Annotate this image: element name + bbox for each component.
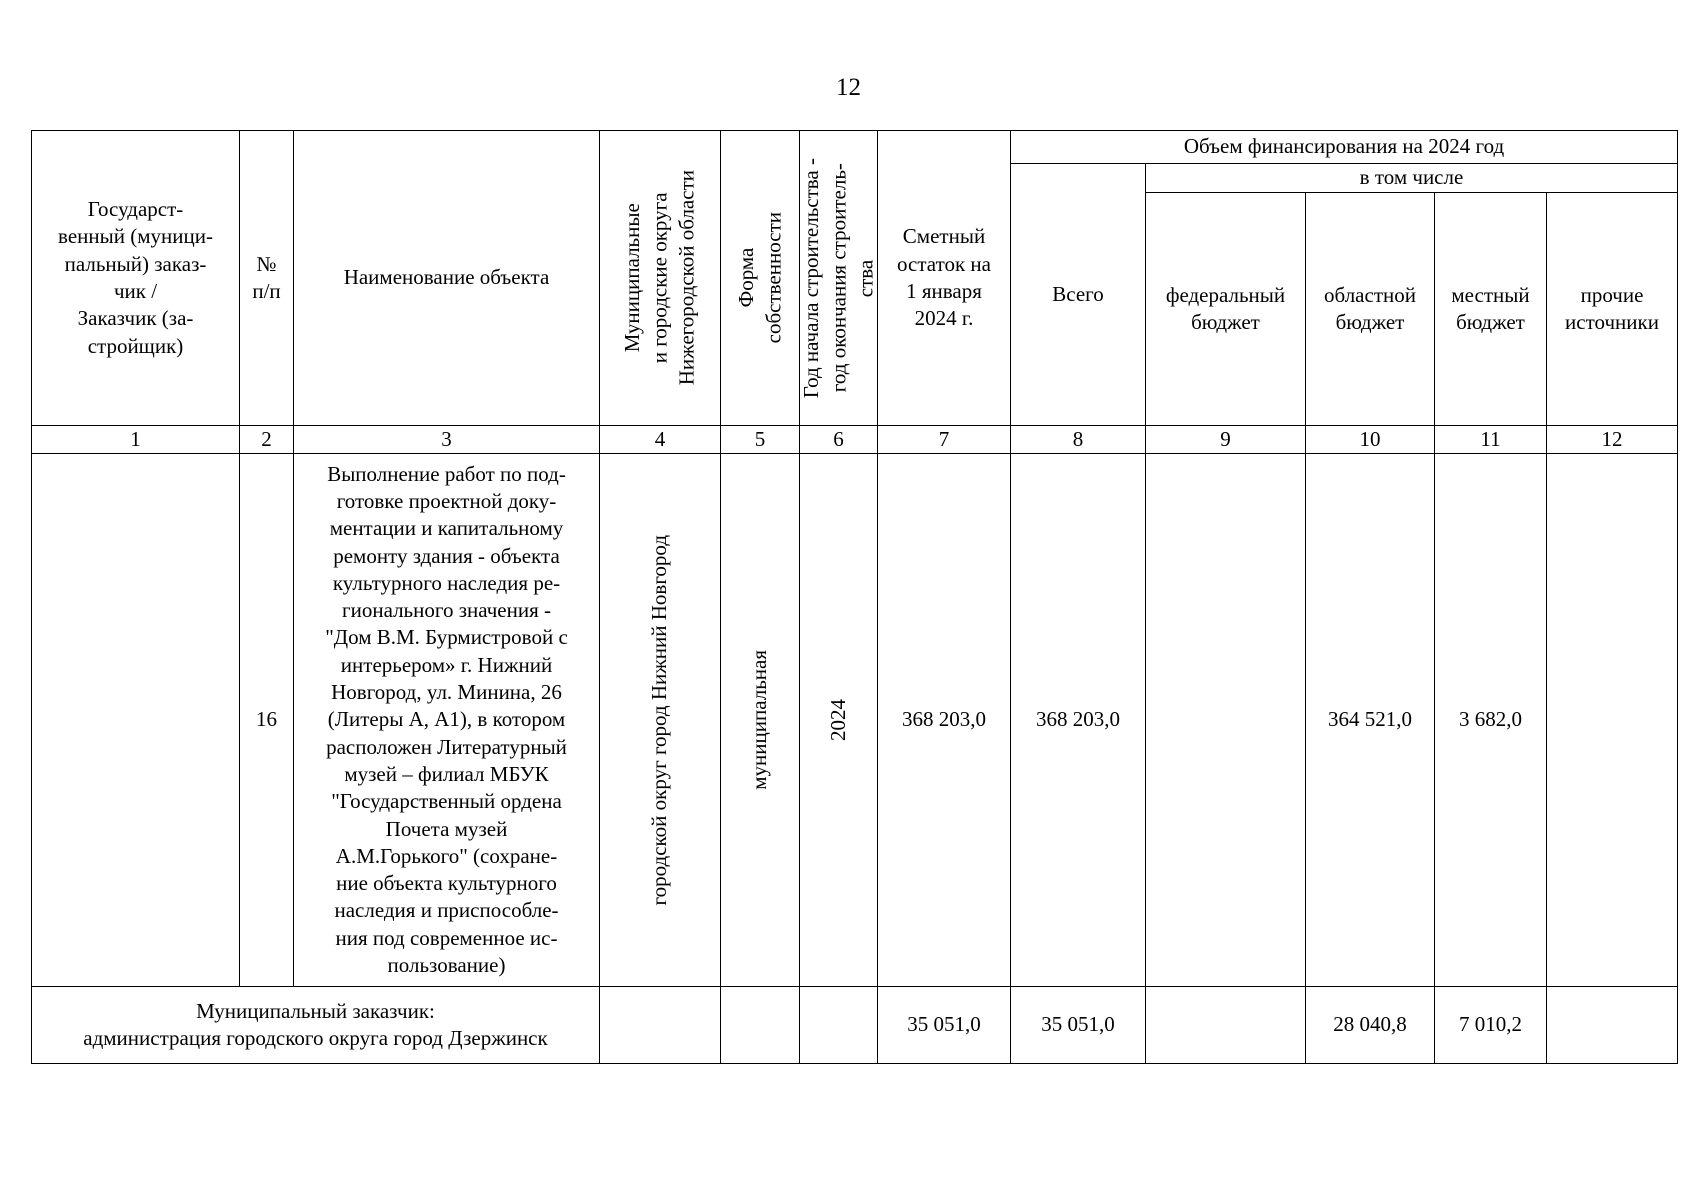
header-row-top bbox=[32, 131, 1678, 164]
column-number: 3 bbox=[294, 426, 600, 454]
cell-municipality-text: городской округ город Нижний Новгород bbox=[647, 534, 672, 906]
table-row bbox=[32, 454, 1678, 987]
header-customer: Государст- венный (муници- пальный) заказ- чик / Заказчик (за- стройщик) bbox=[32, 131, 240, 426]
cell-ownership-text: муниципальная bbox=[747, 650, 772, 790]
header-ownership bbox=[721, 131, 800, 426]
total-cell-other bbox=[1547, 987, 1678, 1064]
cell-years bbox=[800, 454, 878, 987]
cell-other bbox=[1547, 454, 1678, 987]
cell-ownership bbox=[721, 454, 800, 987]
total-cell-empty bbox=[800, 987, 878, 1064]
header-years bbox=[800, 131, 878, 426]
header-index: № п/п bbox=[240, 131, 294, 426]
column-number: 7 bbox=[878, 426, 1011, 454]
total-cell-empty bbox=[600, 987, 721, 1064]
header-estimated-balance: Сметный остаток на 1 января 2024 г. bbox=[878, 131, 1011, 426]
header-federal: федеральный бюджет bbox=[1146, 193, 1306, 426]
total-cell-local: 7 010,2 bbox=[1435, 987, 1547, 1064]
header-financing-group: Объем финансирования на 2024 год bbox=[1011, 131, 1678, 164]
header-municipalities-text: Муниципальные и городские округа Нижегородской области bbox=[620, 170, 699, 386]
cell-regional: 364 521,0 bbox=[1306, 454, 1435, 987]
total-cell-regional: 28 040,8 bbox=[1306, 987, 1435, 1064]
column-number: 2 bbox=[240, 426, 294, 454]
cell-object-name: Выполнение работ по под- готовке проектной доку- ментации и капитальному ремонту здания - объекта культурного наследия ре- гионального значения - "Дом В.М. Бурмистровой с интерьером» г. Нижний Новгород, ул. Минина, 26 (Литеры А, А1), в котором расположен Литературный музей – филиал МБУК "Государственный ордена Почета музей А.М.Горького" (сохране- ние объекта культурного наследия и приспособле- ния под современное ис- пользование) bbox=[294, 454, 600, 987]
header-object-name: Наименование объекта bbox=[294, 131, 600, 426]
total-row-label: Муниципальный заказчик: администрация городского округа город Дзержинск bbox=[32, 987, 600, 1064]
header-years-text: Год начала строительства - год окончания строитель- ства bbox=[798, 157, 878, 399]
cell-customer bbox=[32, 454, 240, 987]
total-cell-estimated-balance: 35 051,0 bbox=[878, 987, 1011, 1064]
column-number: 5 bbox=[721, 426, 800, 454]
cell-index: 16 bbox=[240, 454, 294, 987]
total-cell-empty bbox=[721, 987, 800, 1064]
column-number: 8 bbox=[1011, 426, 1146, 454]
column-number: 1 bbox=[32, 426, 240, 454]
cell-local: 3 682,0 bbox=[1435, 454, 1547, 987]
header-regional: областной бюджет bbox=[1306, 193, 1435, 426]
column-number: 6 bbox=[800, 426, 878, 454]
cell-federal bbox=[1146, 454, 1306, 987]
header-including: в том числе bbox=[1146, 164, 1678, 193]
header-local: местный бюджет bbox=[1435, 193, 1547, 426]
column-number: 4 bbox=[600, 426, 721, 454]
column-number: 10 bbox=[1306, 426, 1435, 454]
header-total: Всего bbox=[1011, 164, 1146, 426]
cell-municipality bbox=[600, 454, 721, 987]
header-municipalities bbox=[600, 131, 721, 426]
column-number: 9 bbox=[1146, 426, 1306, 454]
cell-years-text: 2024 bbox=[825, 699, 850, 741]
column-number-row bbox=[32, 426, 1678, 454]
financing-table bbox=[31, 130, 1678, 1064]
cell-total: 368 203,0 bbox=[1011, 454, 1146, 987]
header-other: прочие источники bbox=[1547, 193, 1678, 426]
total-row bbox=[32, 987, 1678, 1064]
page-number: 12 bbox=[836, 74, 861, 101]
header-ownership-text: Форма собственности bbox=[733, 212, 785, 344]
column-number: 11 bbox=[1435, 426, 1547, 454]
column-number: 12 bbox=[1547, 426, 1678, 454]
total-cell-total: 35 051,0 bbox=[1011, 987, 1146, 1064]
total-cell-federal bbox=[1146, 987, 1306, 1064]
cell-estimated-balance: 368 203,0 bbox=[878, 454, 1011, 987]
